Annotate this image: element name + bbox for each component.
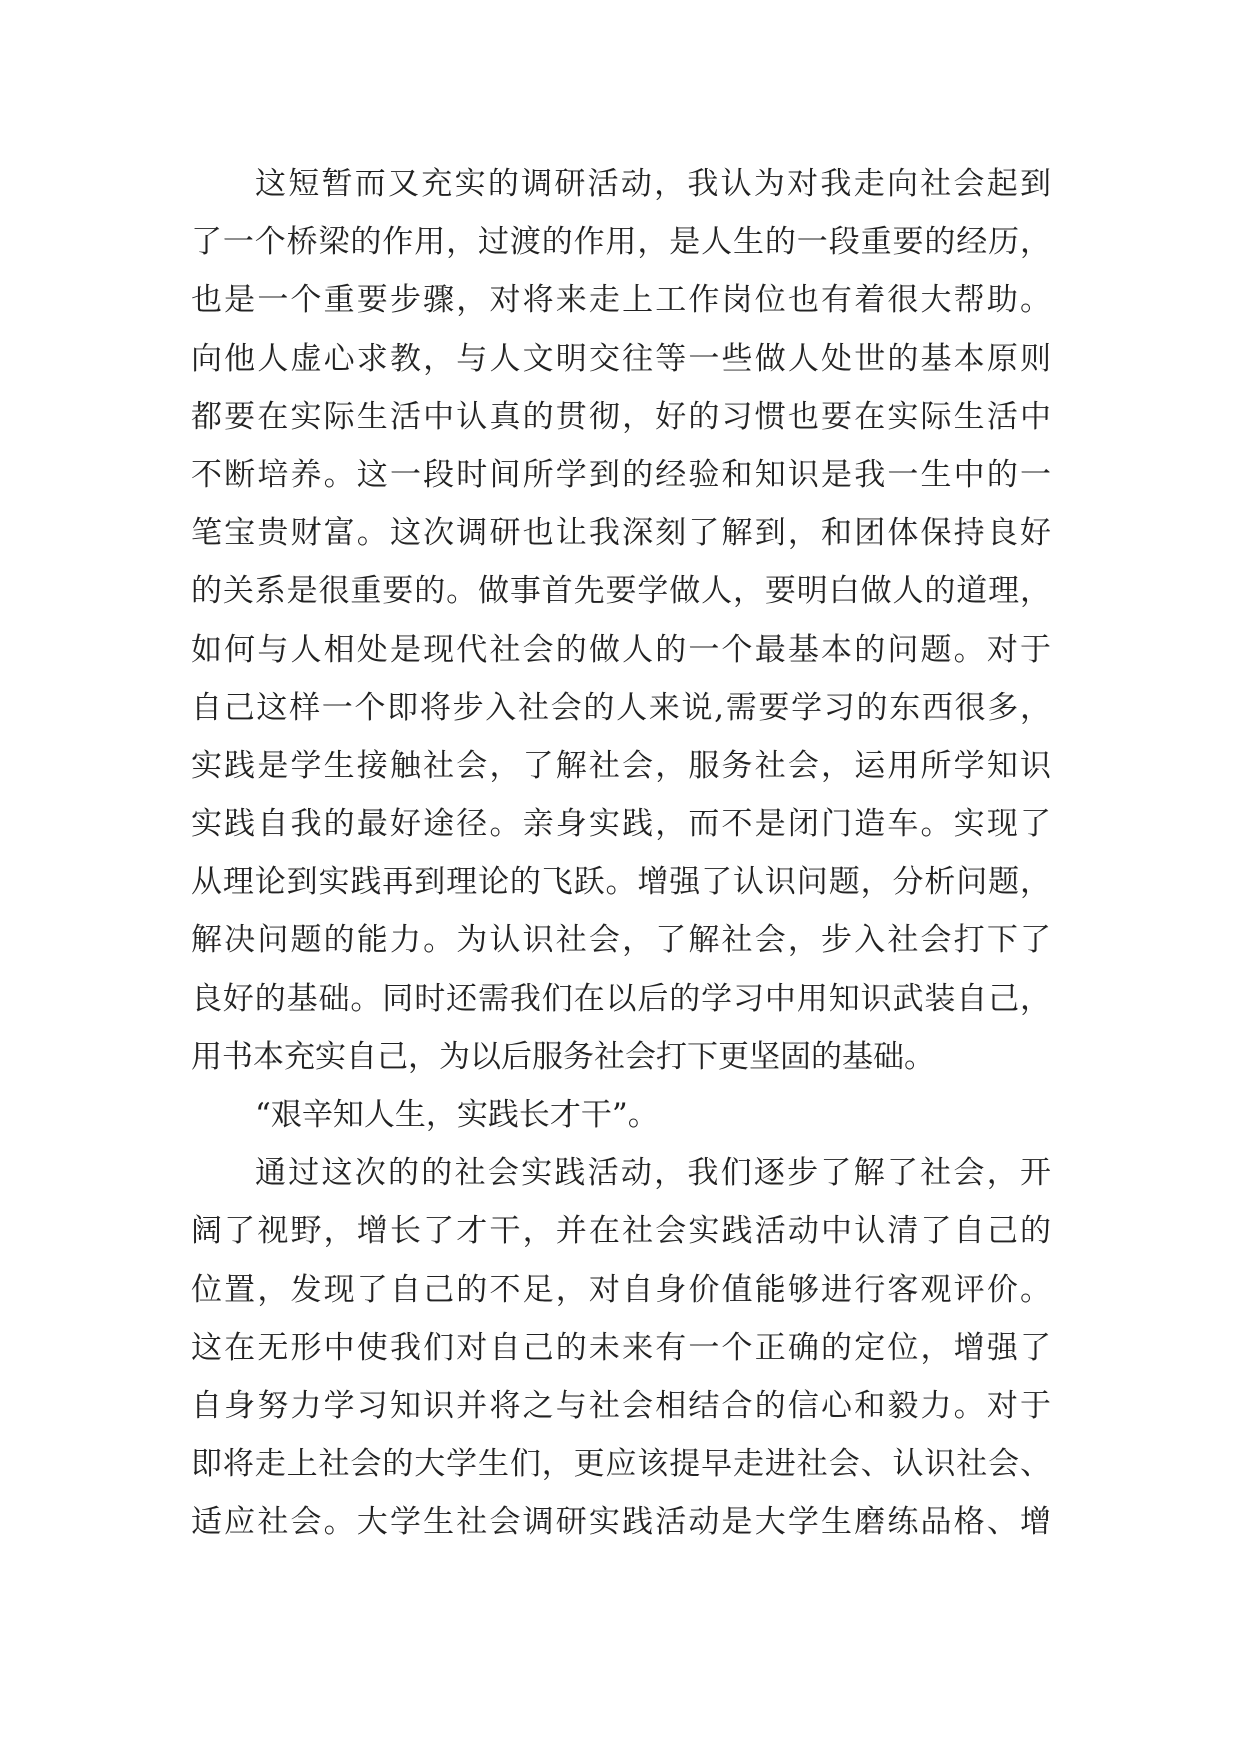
text-line: 不断培养。这一段时间所学到的经验和知识是我一生中的一 — [191, 456, 1051, 493]
text-line: 自己这样一个即将步入社会的人来说,需要学习的东西很多， — [191, 689, 1051, 726]
text-line: 如何与人相处是现代社会的做人的一个最基本的问题。对于 — [191, 631, 1051, 668]
text-line: 都要在实际生活中认真的贯彻，好的习惯也要在实际生活中 — [191, 398, 1051, 435]
paragraph-1 — [191, 155, 1051, 1086]
text-line: 位置，发现了自己的不足，对自身价值能够进行客观评价。 — [191, 1271, 1051, 1308]
quote-line: “艰辛知人生，实践长才干”。 — [255, 1097, 659, 1133]
text-line: 的关系是很重要的。做事首先要学做人，要明白做人的道理， — [191, 573, 1051, 610]
text-line: 笔宝贵财富。这次调研也让我深刻了解到，和团体保持良好 — [191, 515, 1051, 552]
text-line: 了一个桥梁的作用，过渡的作用，是人生的一段重要的经历， — [191, 224, 1051, 261]
text-line: 也是一个重要步骤，对将来走上工作岗位也有着很大帮助。 — [191, 282, 1051, 319]
text-line: 通过这次的的社会实践活动，我们逐步了解了社会，开 — [255, 1155, 1051, 1192]
document-body — [191, 155, 1051, 1552]
text-line: 解决问题的能力。为认识社会，了解社会，步入社会打下了 — [191, 922, 1051, 959]
text-line: 用书本充实自己，为以后服务社会打下更坚固的基础。 — [191, 1038, 935, 1075]
text-line: 阔了视野，增长了才干，并在社会实践活动中认清了自己的 — [191, 1213, 1051, 1250]
text-line: 自身努力学习知识并将之与社会相结合的信心和毅力。对于 — [191, 1387, 1051, 1424]
text-line: 良好的基础。同时还需我们在以后的学习中用知识武装自己， — [191, 980, 1051, 1017]
paragraph-2-quote — [191, 1086, 1051, 1144]
text-line: 这在无形中使我们对自己的未来有一个正确的定位，增强了 — [191, 1329, 1051, 1366]
text-line: 向他人虚心求教，与人文明交往等一些做人处世的基本原则 — [191, 340, 1051, 377]
paragraph-3 — [191, 1144, 1051, 1551]
text-line: 实践是学生接触社会，了解社会，服务社会，运用所学知识 — [191, 747, 1051, 784]
text-line: 实践自我的最好途径。亲身实践，而不是闭门造车。实现了 — [191, 806, 1051, 843]
text-line: 即将走上社会的大学生们，更应该提早走进社会、认识社会、 — [191, 1446, 1051, 1483]
text-line: 从理论到实践再到理论的飞跃。增强了认识问题，分析问题， — [191, 864, 1051, 901]
text-line: 这短暂而又充实的调研活动，我认为对我走向社会起到 — [255, 166, 1051, 202]
text-line: 适应社会。大学生社会调研实践活动是大学生磨练品格、增 — [191, 1504, 1051, 1541]
